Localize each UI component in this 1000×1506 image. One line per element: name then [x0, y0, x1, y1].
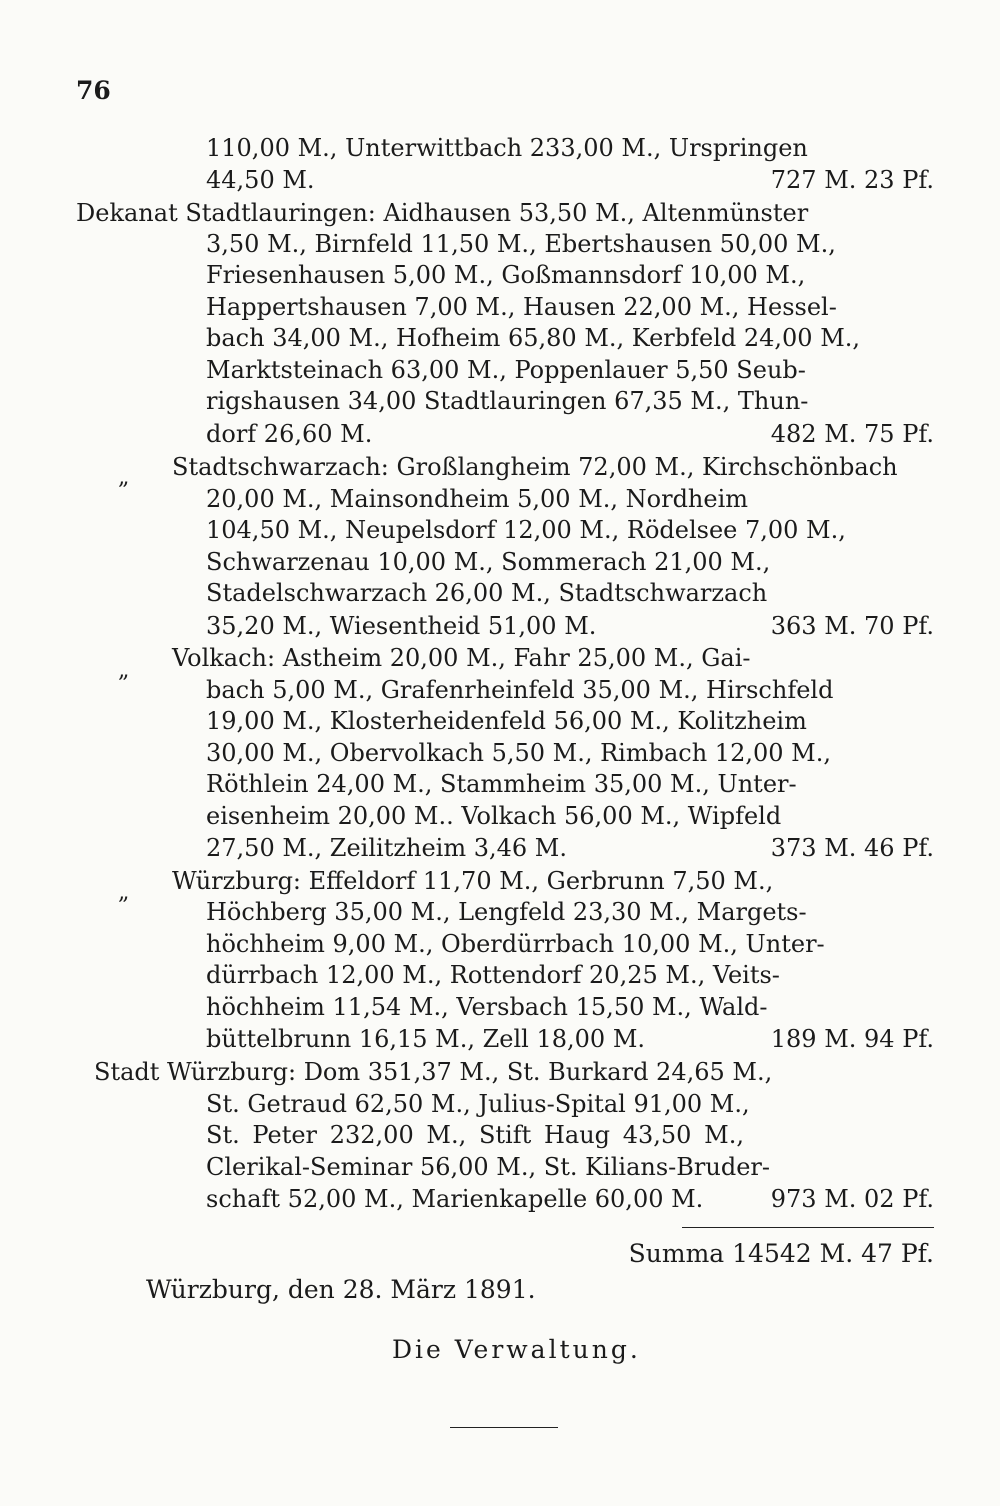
entry-line: Röthlein 24,00 M., Stammheim 35,00 M., Unter- — [206, 770, 797, 798]
ditto-mark: „ — [118, 880, 130, 905]
entry-amount: 973 M. 02 Pf. — [770, 1185, 934, 1213]
entry-line: 104,50 M., Neupelsdorf 12,00 M., Rödelsee 7,00 M., — [206, 516, 846, 544]
entry-line: büttelbrunn 16,15 M., Zell 18,00 M. — [206, 1025, 646, 1053]
entry-line: 110,00 M., Unterwittbach 233,00 M., Urspringen — [206, 134, 808, 162]
entry-amount: 363 M. 70 Pf. — [770, 612, 934, 640]
entry-amount: 482 M. 75 Pf. — [770, 420, 934, 448]
closing-rule — [450, 1427, 558, 1428]
entry-first-line — [94, 1057, 773, 1088]
entry-line: höchheim 9,00 M., Oberdürrbach 10,00 M., Unter- — [206, 930, 825, 958]
entry-amount: 373 M. 46 Pf. — [770, 834, 934, 862]
entry-line: Stadtschwarzach: Großlangheim 72,00 M., Kirchschönbach — [172, 453, 898, 481]
entry-line: Volkach: Astheim 20,00 M., Fahr 25,00 M., Gai- — [172, 644, 751, 672]
entry-line: Friesenhausen 5,00 M., Goßmannsdorf 10,00 M., — [206, 261, 806, 289]
entry-line: St. Peter 232,00 M., Stift Haug 43,50 M., — [206, 1121, 744, 1149]
entry-first-line — [76, 198, 809, 229]
entry-line: bach 5,00 M., Grafenrheinfeld 35,00 M., Hirschfeld — [206, 676, 834, 704]
entry-line: dürrbach 12,00 M., Rottendorf 20,25 M., Veits- — [206, 961, 780, 989]
entry-line: Happertshausen 7,00 M., Hausen 22,00 M., Hessel- — [206, 293, 837, 321]
entry-line: eisenheim 20,00 M.. Volkach 56,00 M., Wipfeld — [206, 802, 782, 830]
entry-line: rigshausen 34,00 Stadtlauringen 67,35 M., Thun- — [206, 387, 809, 415]
entry-line: 19,00 M., Klosterheidenfeld 56,00 M., Kolitzheim — [206, 707, 807, 735]
entry-amount: 727 M. 23 Pf. — [770, 166, 934, 194]
entry-line: 27,50 M., Zeilitzheim 3,46 M. — [206, 834, 567, 862]
entry-line: Würzburg: Effeldorf 11,70 M., Gerbrunn 7,50 M., — [172, 867, 774, 895]
entry-line: dorf 26,60 M. — [206, 420, 373, 448]
entry-line: St. Getraud 62,50 M., Julius-Spital 91,00 M., — [206, 1090, 750, 1118]
entry-line: höchheim 11,54 M., Versbach 15,50 M., Wald- — [206, 993, 768, 1021]
entry-amount: 189 M. 94 Pf. — [770, 1025, 934, 1053]
entry-line: bach 34,00 M., Hofheim 65,80 M., Kerbfeld 24,00 M., — [206, 324, 861, 352]
entry-line: Clerikal-Seminar 56,00 M., St. Kilians-Bruder- — [206, 1153, 770, 1181]
entry-line: 3,50 M., Birnfeld 11,50 M., Ebertshausen 50,00 M., — [206, 230, 836, 258]
dateline: Würzburg, den 28. März 1891. — [146, 1275, 536, 1304]
signature: Die Verwaltung. — [392, 1335, 641, 1364]
entry-line: 20,00 M., Mainsondheim 5,00 M., Nordheim — [206, 485, 749, 513]
entry-line: 44,50 M. — [206, 166, 315, 194]
entry-line: Stadelschwarzach 26,00 M., Stadtschwarzach — [206, 579, 768, 607]
entry-label: Stadt Würzburg: — [94, 1058, 297, 1086]
entry-line: schaft 52,00 M., Marienkapelle 60,00 M. — [206, 1185, 704, 1213]
entry-line: Marktsteinach 63,00 M., Poppenlauer 5,50 Seub- — [206, 356, 806, 384]
entry-line: 30,00 M., Obervolkach 5,50 M., Rimbach 12,00 M., — [206, 739, 831, 767]
total-sum: Summa 14542 M. 47 Pf. — [628, 1239, 934, 1268]
entry-line: Schwarzenau 10,00 M., Sommerach 21,00 M., — [206, 548, 771, 576]
entry-line: Höchberg 35,00 M., Lengfeld 23,30 M., Margets- — [206, 898, 807, 926]
total-rule — [682, 1227, 934, 1228]
page-number: 76 — [76, 76, 111, 105]
entry-line: 35,20 M., Wiesentheid 51,00 M. — [206, 612, 597, 640]
entry-first-line-rest: Aidhausen 53,50 M., Altenmünster — [383, 199, 809, 227]
ditto-mark: „ — [118, 465, 130, 490]
entry-label: Dekanat Stadtlauringen: — [76, 199, 376, 227]
ditto-mark: „ — [118, 658, 130, 683]
entry-first-line-rest: Dom 351,37 M., St. Burkard 24,65 M., — [303, 1058, 773, 1086]
